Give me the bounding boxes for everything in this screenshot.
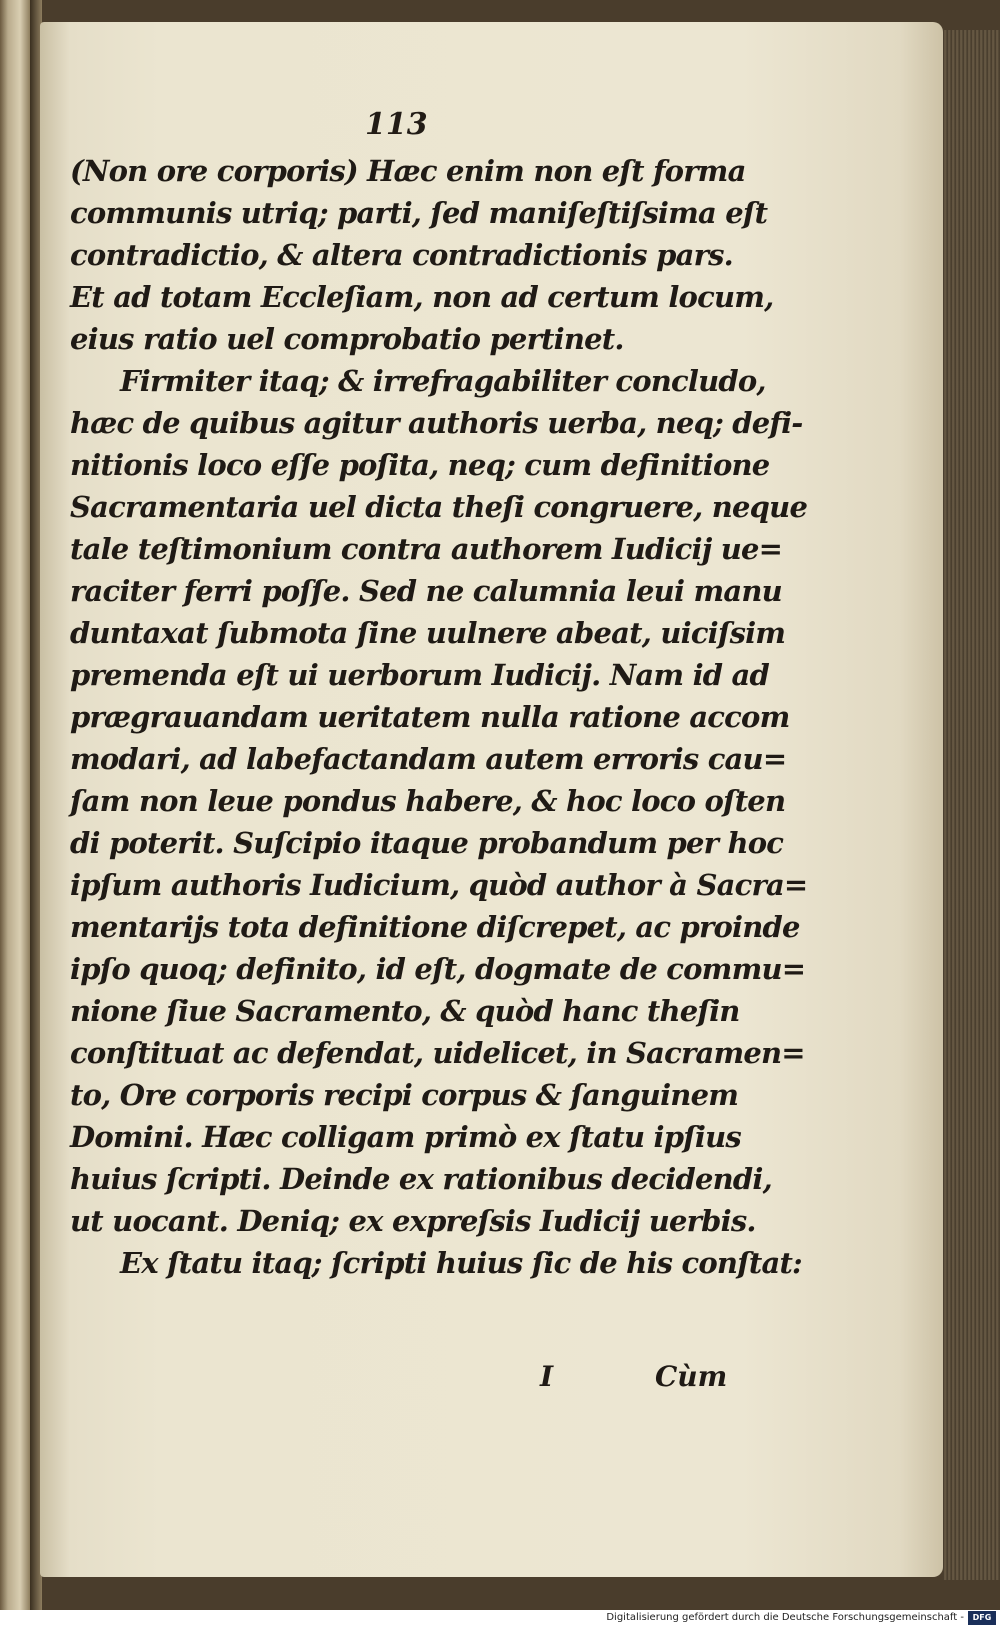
text-line: modari, ad labefactandam autem erroris cau=	[70, 742, 787, 776]
text-line: premenda eſt ui uerborum Iudicij. Nam id ad	[70, 658, 770, 692]
dfg-logo: DFG	[968, 1611, 996, 1625]
text-line: Domini. Hæc colligam primò ex ſtatu ipſius	[70, 1120, 741, 1154]
text-line: contradictio, & altera contradictionis pars.	[70, 238, 733, 272]
text-line: ut uocant. Deniq; ex expreſsis Iudicij uerbis.	[70, 1204, 756, 1238]
text-line: Sacramentaria uel dicta theſi congruere, neque	[70, 490, 808, 524]
text-line: conſtituat ac defendat, uidelicet, in Sacramen=	[70, 1036, 805, 1070]
text-line: Ex ſtatu itaq; ſcripti huius ſic de his conſtat:	[120, 1246, 802, 1280]
text-line: raciter ferri poſſe. Sed ne calumnia leui manu	[70, 574, 782, 608]
text-line: ſam non leue pondus habere, & hoc loco oſten	[70, 784, 786, 818]
catchword: Cùm	[655, 1360, 728, 1393]
text-line: ipſum authoris Iudicium, quòd author à Sacra=	[70, 868, 808, 902]
text-line: prægrauandam ueritatem nulla ratione accom	[70, 700, 790, 734]
text-line: communis utriq; parti, ſed maniſeſtiſsima eſt	[70, 196, 768, 230]
previous-page-edge	[0, 0, 30, 1610]
text-line: mentarijs tota definitione diſcrepet, ac proinde	[70, 910, 800, 944]
text-line: to, Ore corporis recipi corpus & ſanguinem	[70, 1078, 739, 1112]
text-line: Firmiter itaq; & irrefragabiliter concludo,	[120, 364, 766, 398]
text-line: nitionis loco eſſe poſita, neq; cum definitione	[70, 448, 770, 482]
text-line: ipſo quoq; definito, id eſt, dogmate de commu=	[70, 952, 806, 986]
page-fore-edge	[943, 30, 1000, 1580]
text-line: Et ad totam Eccleſiam, non ad certum locum,	[70, 280, 774, 314]
text-line: nione ſiue Sacramento, & quòd hanc theſin	[70, 994, 740, 1028]
page-text-block	[70, 150, 808, 1284]
signature-mark: I	[540, 1360, 554, 1393]
text-line: duntaxat ſubmota ſine uulnere abeat, uiciſsim	[70, 616, 786, 650]
text-line: hæc de quibus agitur authoris uerba, neq; defi-	[70, 406, 803, 440]
text-line: (Non ore corporis) Hæc enim non eſt forma	[70, 154, 746, 188]
funding-credit: Digitalisierung gefördert durch die Deutsche Forschungsgemeinschaft -	[606, 1612, 964, 1623]
text-line: huius ſcripti. Deinde ex rationibus decidendi,	[70, 1162, 772, 1196]
page-number: 113	[365, 107, 428, 142]
text-line: eius ratio uel comprobatio pertinet.	[70, 322, 624, 356]
text-line: tale teſtimonium contra authorem Iudicij ue=	[70, 532, 783, 566]
text-line: di poterit. Suſcipio itaque probandum per hoc	[70, 826, 784, 860]
